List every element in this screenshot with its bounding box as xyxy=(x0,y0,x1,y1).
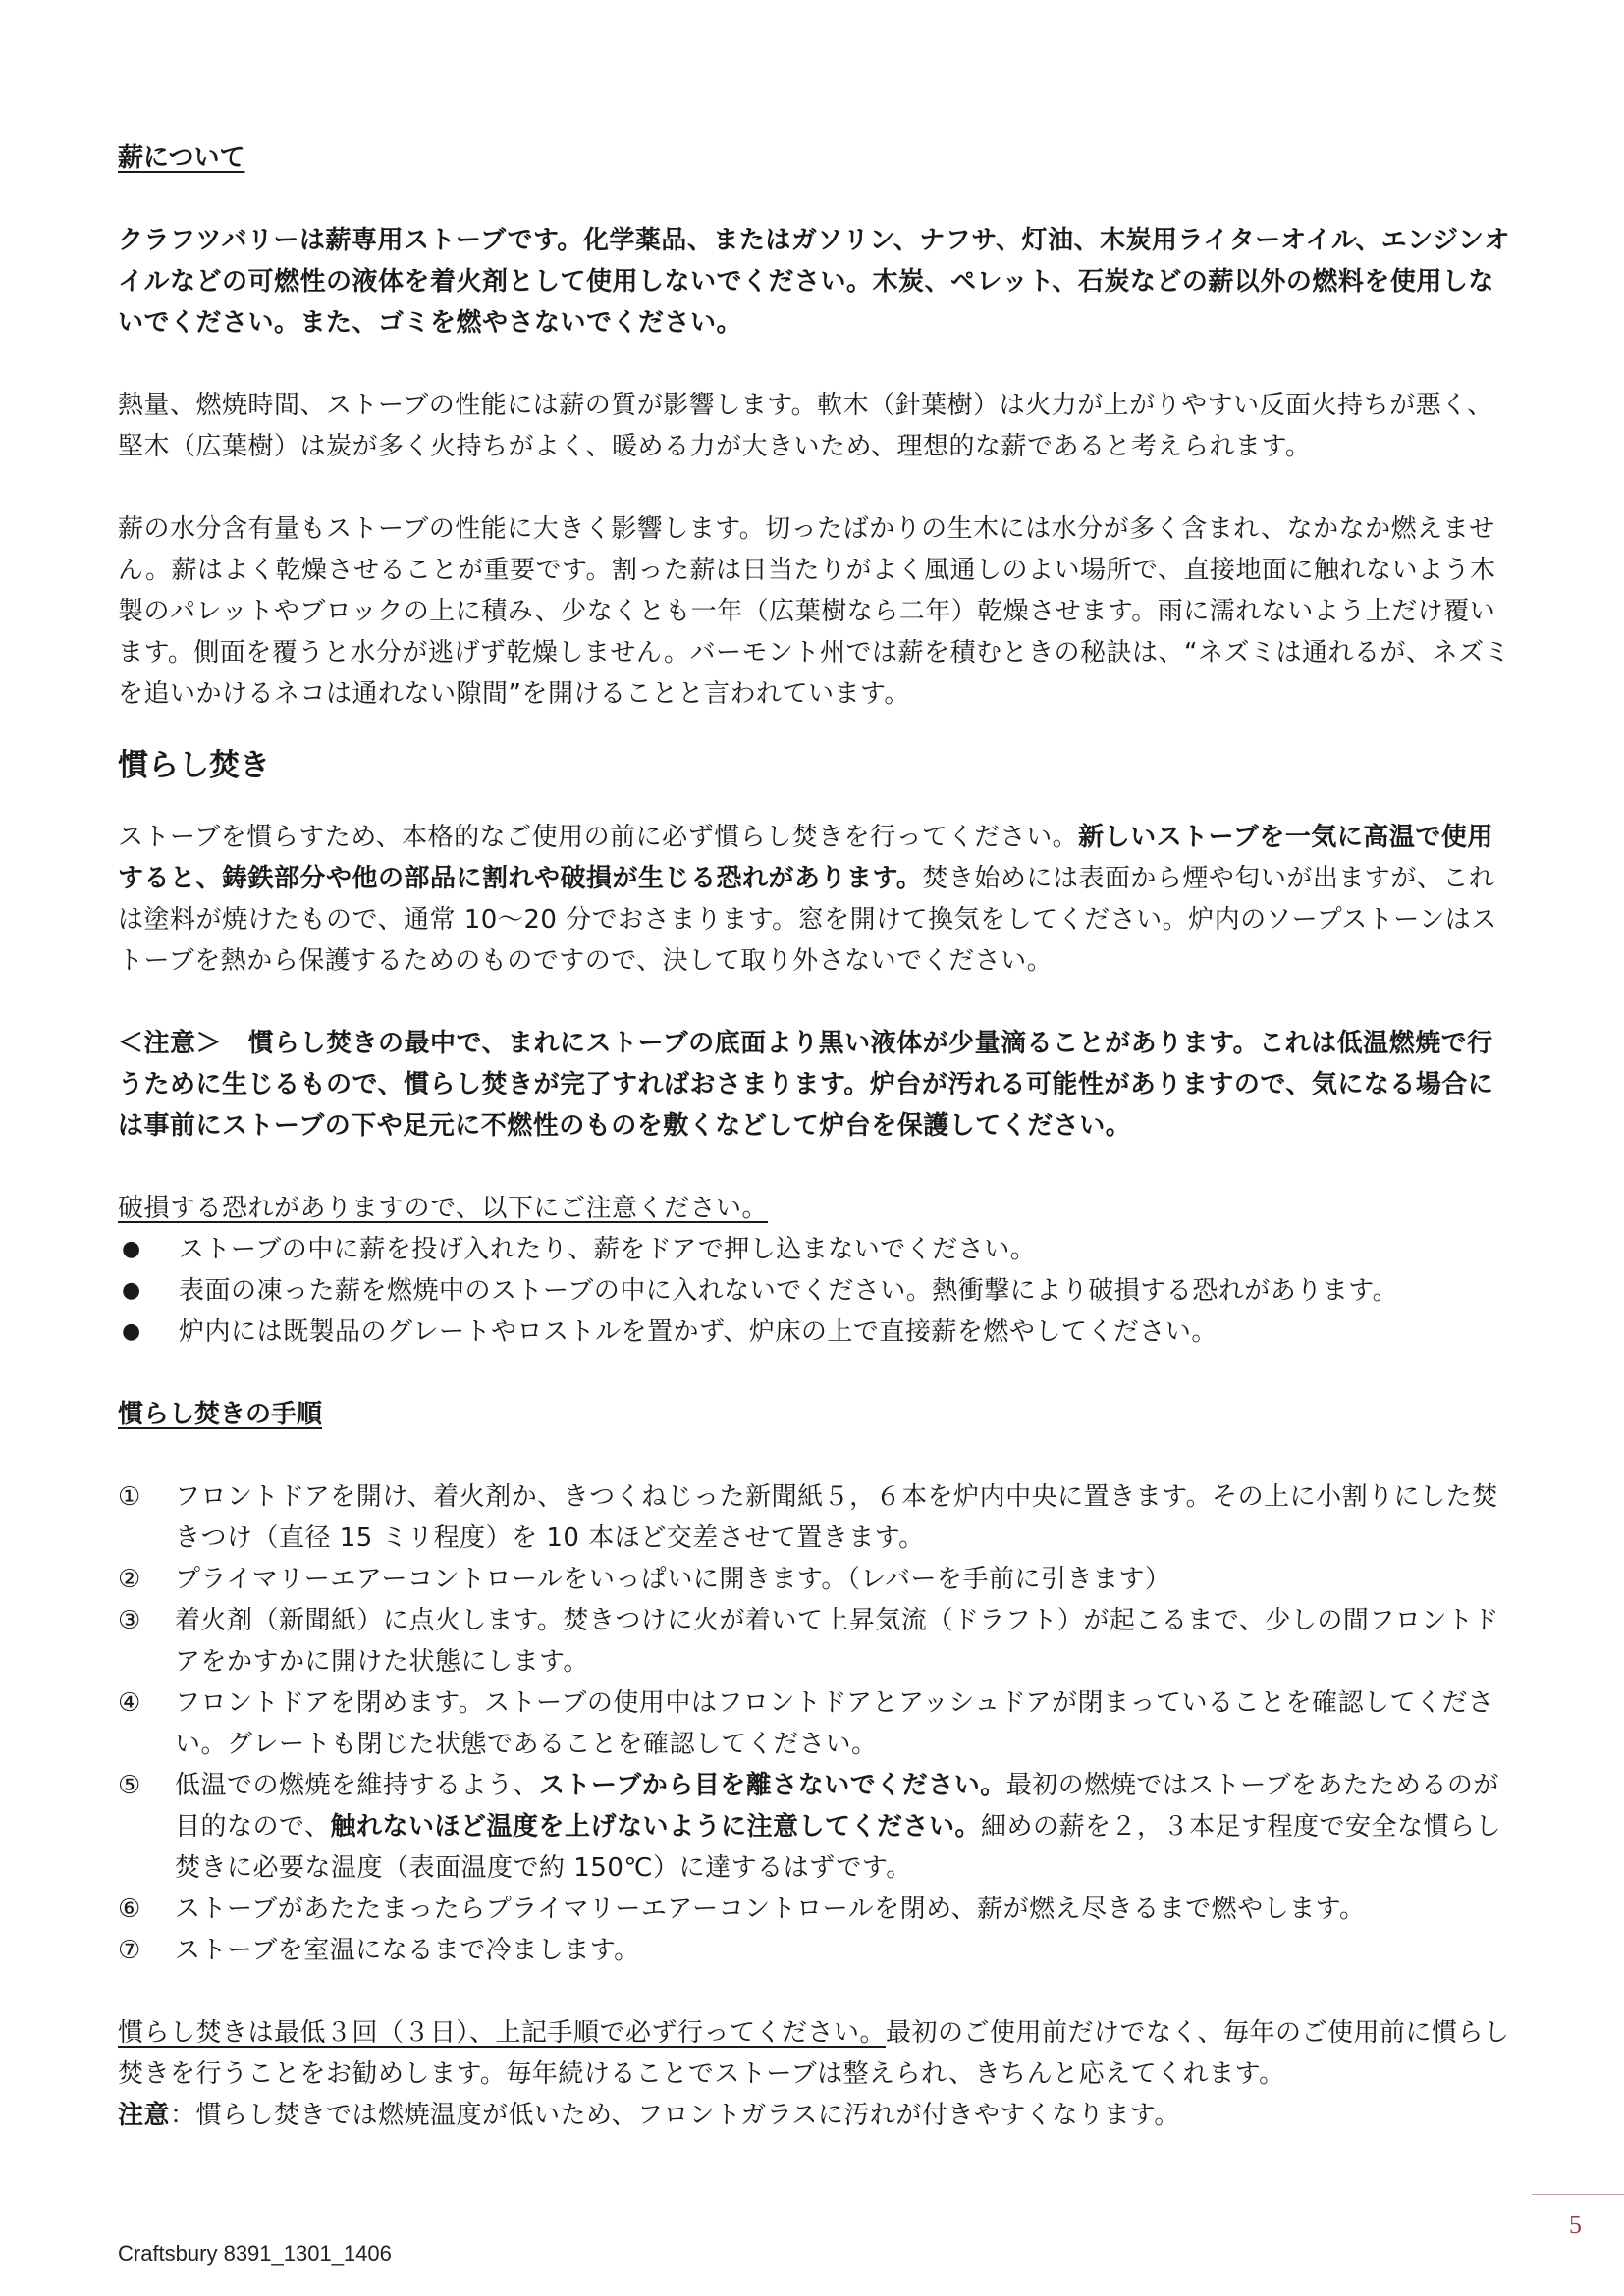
procedure-note xyxy=(118,2095,1512,2136)
step-text xyxy=(175,1765,1512,1889)
step-number: ⑦ xyxy=(118,1936,141,1965)
page-number: 5 xyxy=(1569,2211,1582,2239)
caution-bullet-item xyxy=(118,1270,1512,1311)
procedure-step xyxy=(118,1930,1512,1971)
procedure-final-underlined: 慣らし焚きは最低３回（３日）、上記手順で必ず行ってください。 xyxy=(118,2018,887,2048)
bullet-icon: ● xyxy=(122,1319,141,1344)
bullet-icon: ● xyxy=(122,1278,141,1303)
caution-lead xyxy=(118,1188,1512,1229)
breakin-notice: ＜注意＞ 慣らし焚きの最中で、まれにストーブの底面より黒い液体が少量滴ることがあります。これは低温燃焼で行うために生じるもので、慣らし焚きが完了すればおさまります。炉台が汚れる可能性がありますので、気になる場合には事前にストーブの下や足元に不燃性のものを敷くなどして炉台を保護してください。 xyxy=(118,1029,1494,1141)
wood-warning-paragraph: クラフツバリーは薪専用ストーブです。化学薬品、またはガソリン、ナフサ、灯油、木炭用ライターオイル、エンジンオイルなどの可燃性の液体を着火剤として使用しないでください。木炭、ペレット、石炭などの薪以外の燃料を使用しないでください。また、ゴミを燃やさないでください。 xyxy=(118,226,1511,338)
procedure-step xyxy=(118,1476,1512,1559)
step-text: フロントドアを閉めます。ストーブの使用中はフロントドアとアッシュドアが閉まっていることを確認してください。グレートも閉じた状態であることを確認してください。 xyxy=(175,1688,1494,1759)
caution-bullet-text: 表面の凍った薪を燃焼中のストーブの中に入れないでください。熱衝撃により破損する恐れがあります。 xyxy=(179,1276,1399,1306)
procedure-step xyxy=(118,1765,1512,1889)
procedure-step xyxy=(118,1682,1512,1765)
step-text: プライマリーエアーコントロールをいっぱいに開きます。（レバーを手前に引きます） xyxy=(175,1565,1171,1594)
procedure-final-paragraph xyxy=(118,2012,1512,2095)
wood-quality-paragraph: 熱量、燃焼時間、ストーブの性能には薪の質が影響します。軟木（針葉樹）は火力が上がりやすい反面火持ちが悪く、堅木（広葉樹）は炭が多く火持ちがよく、暖める力が大きいため、理想的な薪であると考えられます。 xyxy=(118,391,1493,461)
note-text: ：慣らし焚きでは燃焼温度が低いため、フロントガラスに汚れが付きやすくなります。 xyxy=(170,2101,1180,2130)
step-number: ⑥ xyxy=(118,1895,141,1924)
step-text: ストーブを室温になるまで冷まします。 xyxy=(175,1936,640,1965)
caution-bullet-item xyxy=(118,1229,1512,1270)
breakin-detail: 焚き始めには表面から煙や匂いが出ますが、これは塗料が焼けたもので、通常 10～20 分でおさまります。窓を開けて換気をしてください。炉内のソープストーンはストーブを熱から保護するためのものですので、決して取り外さないでください。 xyxy=(118,864,1497,976)
manual-page xyxy=(118,137,1512,2136)
wood-moisture-paragraph: 薪の水分含有量もストーブの性能に大きく影響します。切ったばかりの生木には水分が多く含まれ、なかなか燃えません。薪はよく乾燥させることが重要です。割った薪は日当たりがよく風通しのよい場所で、直接地面に触れないよう木製のパレットやブロックの上に積み、少なくとも一年（広葉樹なら二年）乾燥させます。雨に濡れないよう上だけ覆います。側面を覆うと水分が逃げず乾燥しません。バーモント州では薪を積むときの秘訣は、“ネズミは通れるが、ネズミを追いかけるネコは通れない隙間”を開けることと言われています。 xyxy=(118,514,1510,709)
procedure-final-rest: 最初のご使用前だけでなく、毎年のご使用前に慣らし焚きを行うことをお勧めします。毎年続けることでストーブは整えられ、きちんと応えてくれます。 xyxy=(118,2018,1510,2089)
procedure-step xyxy=(118,1600,1512,1682)
footer-model-code: Craftsbury 8391_1301_1406 xyxy=(118,2241,392,2266)
breakin-intro: ストーブを慣らすため、本格的なご使用の前に必ず慣らし焚きを行ってください。 xyxy=(118,823,1079,852)
caution-bullet-item xyxy=(118,1311,1512,1353)
step-number: ⑤ xyxy=(118,1771,141,1800)
step-text-part: 最初の燃焼ではストーブをあたためるのが目的なので、 xyxy=(175,1771,1499,1842)
caution-bullet-text: 炉内には既製品のグレートやロストルを置かず、炉床の上で直接薪を燃やしてください。 xyxy=(179,1317,1218,1347)
procedure-step xyxy=(118,1559,1512,1600)
caution-bullet-text: ストーブの中に薪を投げ入れたり、薪をドアで押し込まないでください。 xyxy=(179,1235,1037,1264)
step-text: 着火剤（新聞紙）に点火します。焚きつけに火が着いて上昇気流（ドラフト）が起こるまで、少しの間フロントドアをかすかに開けた状態にします。 xyxy=(175,1606,1499,1677)
bullet-icon: ● xyxy=(122,1237,141,1261)
step-number: ① xyxy=(118,1482,141,1512)
note-label: 注意 xyxy=(118,2101,171,2130)
caution-lead-text: 破損する恐れがありますので、以下にご注意ください。 xyxy=(118,1194,768,1223)
procedure-step xyxy=(118,1889,1512,1930)
step-text-part: 低温での燃焼を維持するよう、 xyxy=(175,1771,540,1800)
breakin-paragraph xyxy=(118,817,1512,982)
step-text-part: 細めの薪を２，３本足す程度で安全な慣らし焚きに必要な温度（表面温度で約 150℃）に達するはずです。 xyxy=(175,1812,1502,1883)
breakin-warning: 新しいストーブを一気に高温で使用すると、鋳鉄部分や他の部品に割れや破損が生じる恐れがあります。 xyxy=(118,823,1493,893)
step-text: フロントドアを開け、着火剤か、きつくねじった新聞紙５，６本を炉内中央に置きます。その上に小割りにした焚きつけ（直径 15 ミリ程度）を 10 本ほど交差させて置きます。 xyxy=(175,1482,1498,1553)
step-text: ストーブがあたたまったらプライマリーエアーコントロールを閉め、薪が燃え尽きるまで燃やします。 xyxy=(175,1895,1366,1924)
breakin-heading: 慣らし焚き xyxy=(118,748,270,783)
step-text-emphasis: 触れないほど温度を上げないように注意してください。 xyxy=(330,1812,981,1842)
procedure-heading: 慣らし焚きの手順 xyxy=(118,1400,323,1429)
step-text-emphasis: ストーブから目を離さないでください。 xyxy=(539,1771,1006,1800)
step-number: ② xyxy=(118,1565,141,1594)
step-number: ③ xyxy=(118,1606,141,1635)
step-number: ④ xyxy=(118,1688,141,1718)
footer-rule xyxy=(1532,2194,1624,2195)
wood-heading: 薪について xyxy=(118,143,245,173)
